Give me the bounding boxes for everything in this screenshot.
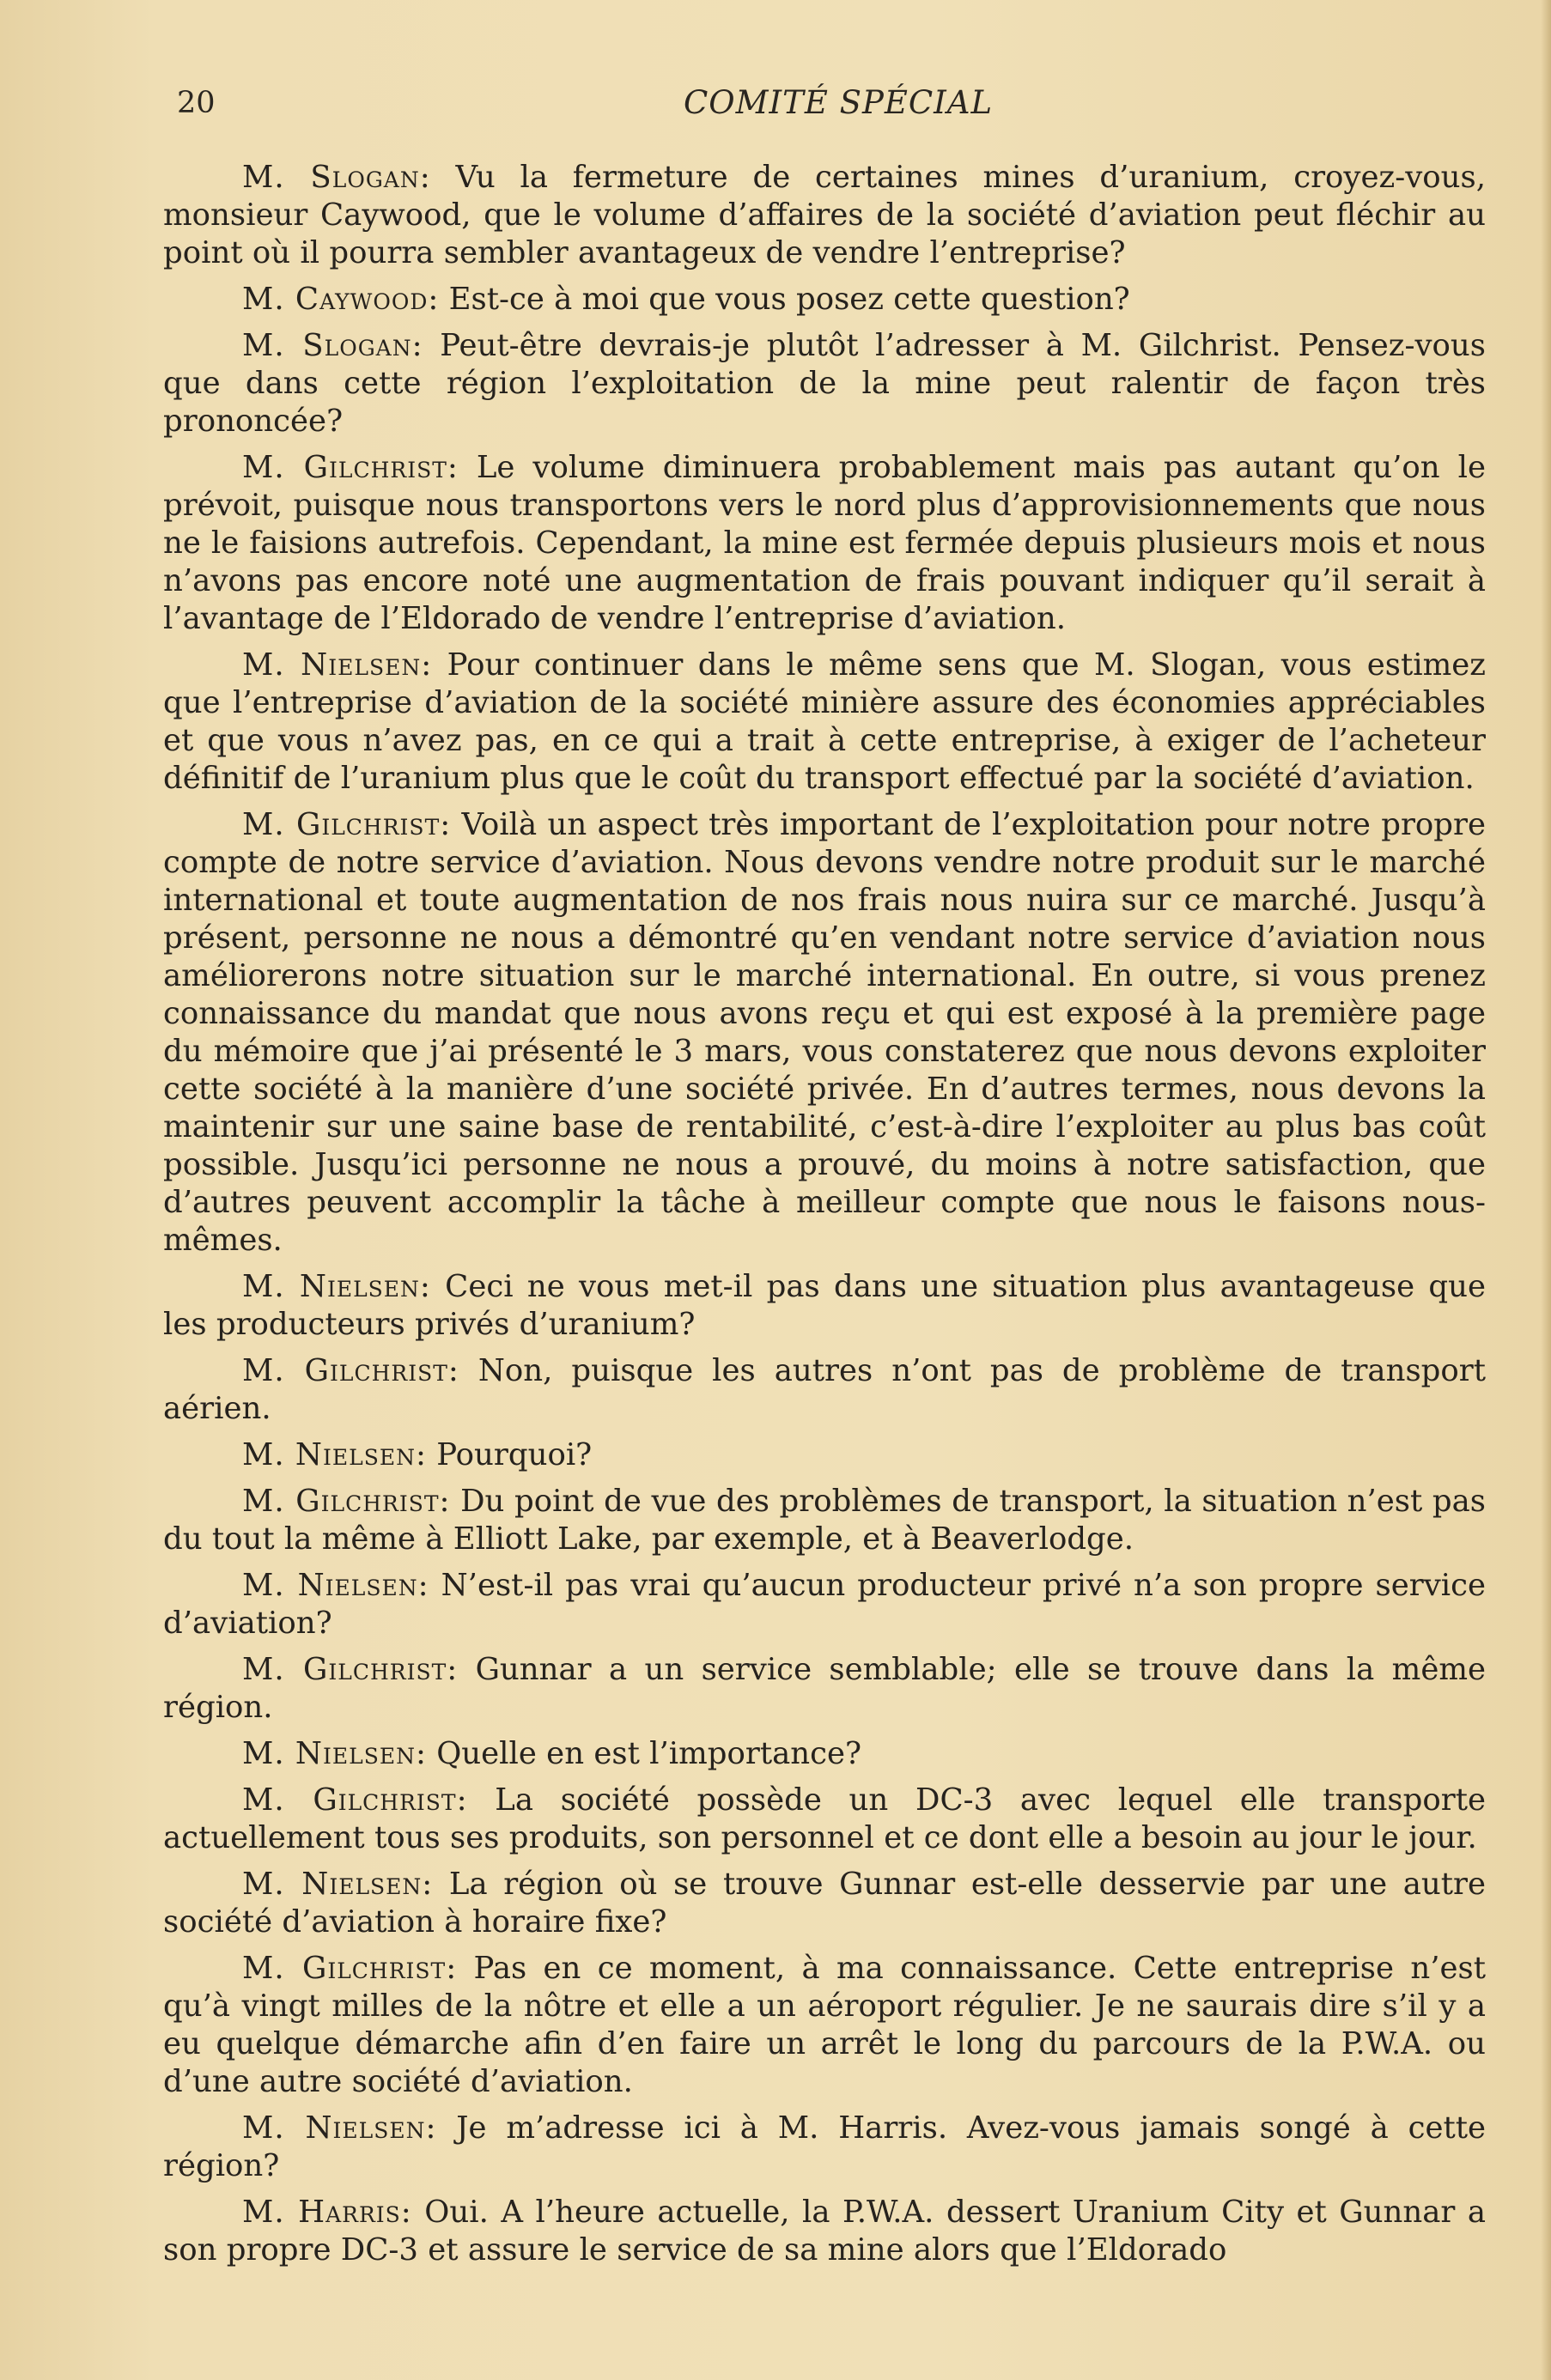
- speaker-name: M. Slogan:: [242, 160, 431, 195]
- speaker-name: M. Nielsen:: [242, 1269, 431, 1304]
- running-title: COMITÉ SPÉCIAL: [684, 84, 994, 121]
- paragraph-text: Oui. A l’heure actuelle, la P.W.A. dessert Uranium City et Gunnar a son propre DC-3 et assure le service de sa mine alors que l’Eldorado: [163, 2195, 1486, 2268]
- speaker-name: M. Nielsen:: [242, 647, 433, 683]
- speaker-name: M. Nielsen:: [242, 1736, 427, 1771]
- speaker-name: M. Gilchrist:: [242, 1652, 459, 1687]
- transcript-paragraph: [163, 281, 1486, 319]
- page-edge-shadow: [1541, 0, 1551, 2380]
- speaker-name: M. Harris:: [242, 2195, 412, 2230]
- transcript-paragraph: [163, 2194, 1486, 2269]
- speaker-name: M. Nielsen:: [242, 1867, 434, 1902]
- paragraph-text: Non, puisque les autres n’ont pas de problème de transport aérien.: [163, 1353, 1486, 1426]
- transcript-body: [163, 159, 1486, 2278]
- page-header: [177, 79, 1465, 131]
- transcript-paragraph: [163, 1950, 1486, 2101]
- transcript-paragraph: [163, 1651, 1486, 1727]
- transcript-paragraph: [163, 647, 1486, 798]
- paragraph-text: Pas en ce moment, à ma connaissance. Cette entreprise n’est qu’à vingt milles de la nôtre et elle a un aéroport régulier. Je ne saurais dire s’il y a eu quelque démarche afin d’en faire un arrêt le long du parcours de la P.W.A. ou d’une autre société d’aviation.: [163, 1951, 1486, 2099]
- transcript-paragraph: [163, 1866, 1486, 1941]
- transcript-paragraph: [163, 1268, 1486, 1344]
- paragraph-text: Pour continuer dans le même sens que M. Slogan, vous estimez que l’entreprise d’aviation de la société minière assure des économies appréciables et que vous n’avez pas, en ce qui a trait à cette entreprise, à exiger de l’acheteur définitif de l’uranium plus que le coût du transport effectué par la société d’aviation.: [163, 647, 1486, 796]
- transcript-paragraph: [163, 2110, 1486, 2185]
- transcript-paragraph: [163, 1567, 1486, 1642]
- paragraph-text: La société possède un DC-3 avec lequel elle transporte actuellement tous ses produits, son personnel et ce dont elle a besoin au jour le jour.: [163, 1782, 1486, 1855]
- page-number: 20: [177, 86, 216, 120]
- speaker-name: M. Gilchrist:: [242, 1782, 468, 1818]
- speaker-name: M. Slogan:: [242, 328, 423, 363]
- speaker-name: M. Gilchrist:: [242, 450, 459, 485]
- transcript-paragraph: [163, 327, 1486, 440]
- paragraph-text: Du point de vue des problèmes de transport, la situation n’est pas du tout la même à Elliott Lake, par exemple, et à Beaverlodge.: [163, 1484, 1486, 1557]
- paragraph-text: Gunnar a un service semblable; elle se trouve dans la même région.: [163, 1652, 1486, 1725]
- transcript-paragraph: [163, 1483, 1486, 1558]
- speaker-name: M. Gilchrist:: [242, 1951, 458, 1986]
- paragraph-text: Vu la fermeture de certaines mines d’uranium, croyez-vous, monsieur Caywood, que le volume d’affaires de la société d’aviation peut fléchir au point où il pourra sembler avantageux de vendre l’entreprise?: [163, 160, 1486, 270]
- speaker-name: M. Gilchrist:: [242, 1484, 451, 1519]
- transcript-paragraph: [163, 806, 1486, 1260]
- speaker-name: M. Caywood:: [242, 282, 440, 317]
- paragraph-text: N’est-il pas vrai qu’aucun producteur privé n’a son propre service d’aviation?: [163, 1568, 1486, 1641]
- paragraph-text: Pourquoi?: [426, 1437, 593, 1472]
- transcript-paragraph: [163, 1735, 1486, 1773]
- speaker-name: M. Nielsen:: [242, 1568, 429, 1603]
- speaker-name: M. Nielsen:: [242, 1437, 427, 1472]
- speaker-name: M. Nielsen:: [242, 2110, 437, 2146]
- transcript-paragraph: [163, 449, 1486, 638]
- transcript-paragraph: [163, 1782, 1486, 1857]
- paragraph-text: Est-ce à moi que vous posez cette question?: [439, 282, 1130, 317]
- paragraph-text: Peut-être devrais-je plutôt l’adresser à M. Gilchrist. Pensez-vous que dans cette région l’exploitation de la mine peut ralentir de façon très prononcée?: [163, 328, 1486, 439]
- paragraph-text: Le volume diminuera probablement mais pas autant qu’on le prévoit, puisque nous transportons vers le nord plus d’approvisionnements que nous ne le faisions autrefois. Cependant, la mine est fermée depuis plusieurs mois et nous n’avons pas encore noté une augmentation de frais pouvant indiquer qu’il serait à l’avantage de l’Eldorado de vendre l’entreprise d’aviation.: [163, 450, 1486, 636]
- paragraph-text: Voilà un aspect très important de l’exploitation pour notre propre compte de notre service d’aviation. Nous devons vendre notre produit sur le marché international et toute augmentation de nos frais nous nuira sur ce marché. Jusqu’à présent, personne ne nous a démontré qu’en vendant notre service d’aviation nous améliorerons notre situation sur le marché international. En outre, si vous prenez connaissance du mandat que nous avons reçu et qui est exposé à la première page du mémoire que j’ai présenté le 3 mars, vous constaterez que nous devons exploiter cette société à la manière d’une société privée. En d’autres termes, nous devons la maintenir sur une saine base de rentabilité, c’est-à-dire l’exploiter au plus bas coût possible. Jusqu’ici personne ne nous a prouvé, du moins à notre satisfaction, que d’autres peuvent accomplir la tâche à meilleur compte que nous le faisons nous-mêmes.: [163, 807, 1486, 1258]
- speaker-name: M. Gilchrist:: [242, 1353, 459, 1388]
- paragraph-text: Ceci ne vous met-il pas dans une situation plus avantageuse que les producteurs privés d’uranium?: [163, 1269, 1487, 1342]
- paragraph-text: Quelle en est l’importance?: [426, 1736, 862, 1771]
- transcript-paragraph: [163, 1352, 1486, 1428]
- transcript-paragraph: [163, 159, 1486, 272]
- paragraph-text: La région où se trouve Gunnar est-elle desservie par une autre société d’aviation à horaire fixe?: [163, 1867, 1486, 1940]
- paragraph-text: Je m’adresse ici à M. Harris. Avez-vous jamais songé à cette région?: [163, 2110, 1487, 2183]
- transcript-paragraph: [163, 1436, 1486, 1474]
- speaker-name: M. Gilchrist:: [242, 807, 452, 842]
